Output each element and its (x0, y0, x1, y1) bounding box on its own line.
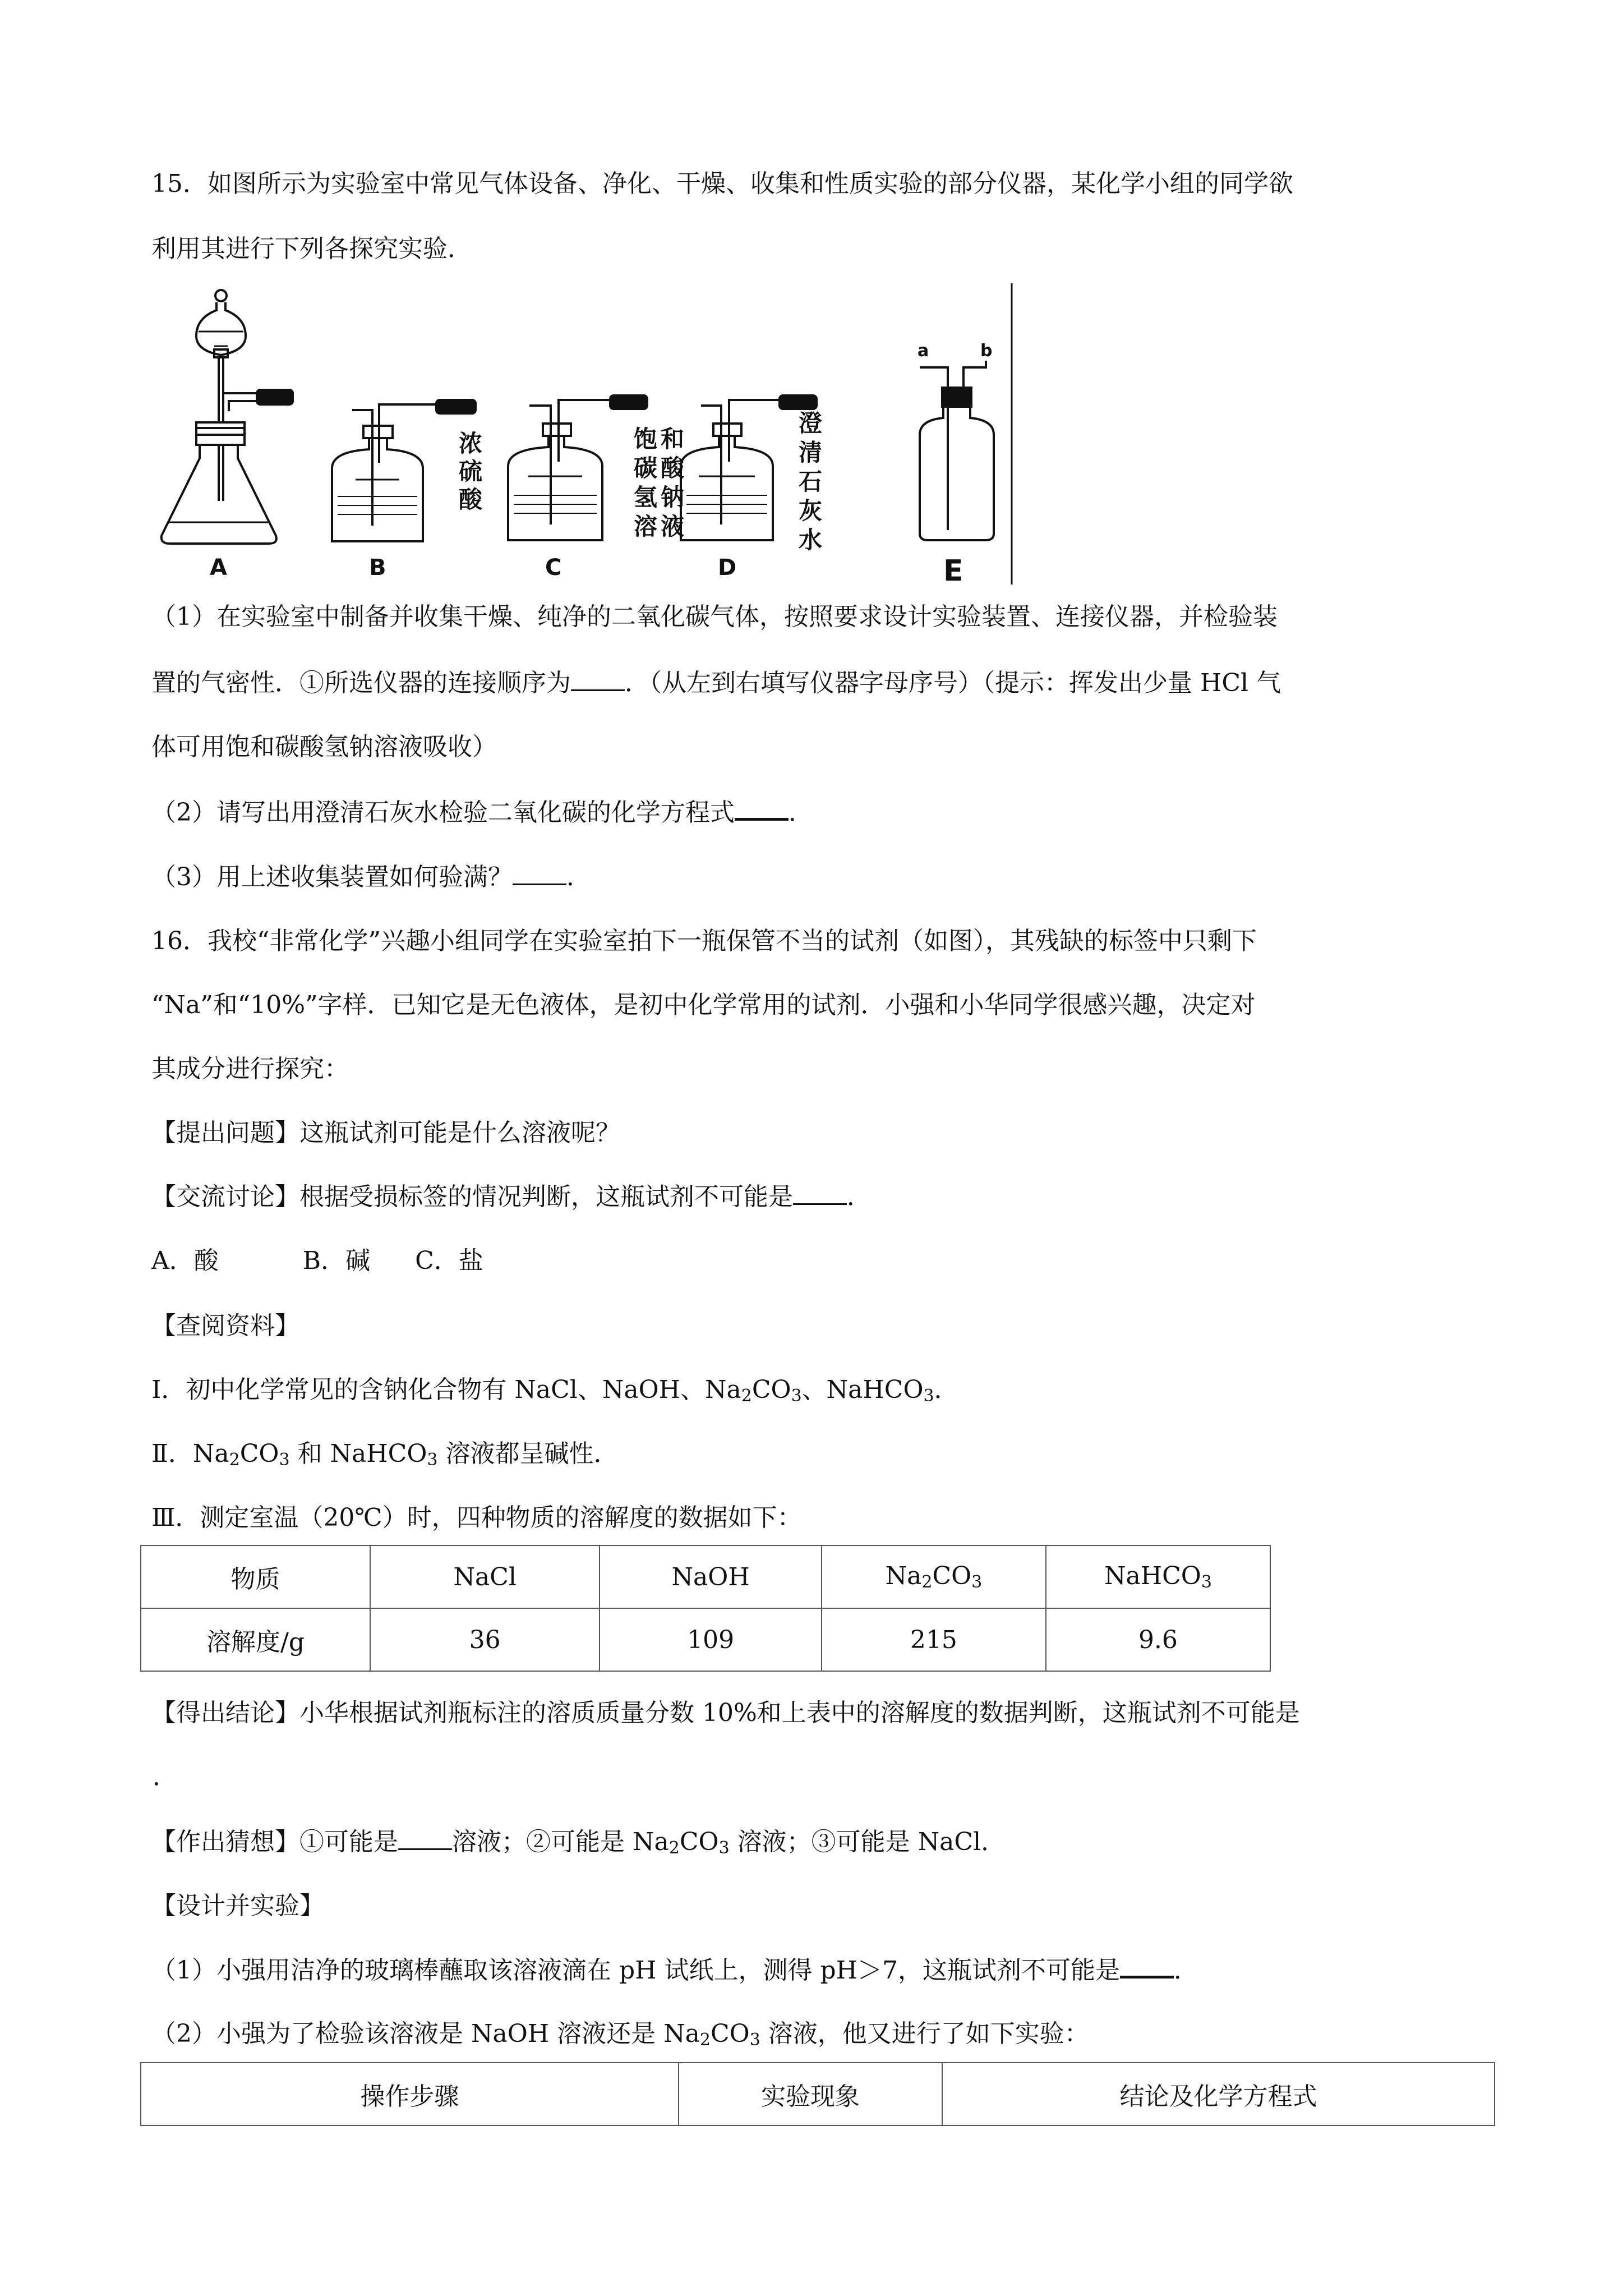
table-header (1046, 1545, 1270, 1608)
reagent-b-1: 浓 (459, 430, 483, 457)
table-cell: 36 (370, 1608, 600, 1671)
apparatus-e (920, 361, 994, 540)
reagent-b-3: 酸 (459, 486, 483, 513)
q16-conclusion: 【得出结论】小华根据试剂瓶标注的溶质质量分数 10%和上表中的溶解度的数据判断，这瓶试剂不可能是 (151, 1699, 1300, 1727)
q15-part3-text: （3）用上述收集装置如何验满？ (151, 863, 513, 891)
q16-line1: 16．我校“非常化学”兴趣小组同学在实验室拍下一瓶保管不当的试剂（如图），其残缺的标签中只剩下 (151, 927, 1257, 955)
reagent-d-3: 石 (799, 468, 823, 495)
sub: 2 (921, 1572, 933, 1592)
q16-line3: 其成分进行探究： (151, 1055, 349, 1083)
apparatus-figure (156, 283, 1014, 585)
table-cell: 215 (822, 1608, 1046, 1671)
reagent-c-7: 钠 (661, 484, 685, 511)
exp2-text: （2）小强为了检验该溶液是 NaOH 溶液还是 Na (151, 2019, 700, 2048)
q16-ask: 【提出问题】这瓶试剂可能是什么溶液呢？ (151, 1119, 620, 1147)
q15-line2: 利用其进行下列各探究实验． (151, 234, 472, 263)
sub: 3 (971, 1572, 983, 1592)
table-header (822, 1545, 1046, 1608)
table-header: NaCl (370, 1545, 600, 1608)
period: ． (789, 798, 813, 827)
reagent-c-3: 氢 (634, 484, 658, 511)
info1-text: Ⅰ．初中化学常见的含钠化合物有 NaCl、NaOH、Na (151, 1375, 741, 1404)
info2-text: 溶液都呈碱性． (437, 1439, 619, 1468)
q16-conclusion-end: ． (153, 1763, 177, 1791)
q16-guess (151, 1825, 1006, 1865)
reagent-c-8: 液 (661, 513, 685, 540)
table-header: 结论及化学方程式 (942, 2063, 1495, 2125)
guess-text: CO (679, 1828, 719, 1856)
option-c[interactable]: C．盐 (415, 1246, 483, 1275)
guess-text: 【作出猜想】①可能是 (151, 1828, 398, 1856)
reagent-d-1: 澄 (799, 409, 823, 437)
q15-part3 (151, 861, 591, 894)
q16-discuss (151, 1180, 872, 1214)
reagent-c-5: 和 (661, 425, 685, 453)
sub: 3 (791, 1386, 802, 1406)
sub: 2 (668, 1838, 680, 1858)
table-cell: 溶解度/g (141, 1608, 370, 1671)
answer-blank[interactable] (398, 1826, 452, 1850)
apparatus-a (162, 290, 293, 544)
guess-text: 溶液；②可能是 Na (452, 1828, 669, 1856)
port-a: a (917, 341, 929, 361)
answer-blank[interactable] (571, 667, 625, 691)
reagent-d-2: 清 (799, 439, 823, 466)
table-cell: 109 (600, 1608, 822, 1671)
apparatus-b (332, 400, 476, 541)
table-row (141, 1545, 1270, 1608)
period: ． (934, 1375, 959, 1404)
sub: 3 (1201, 1572, 1212, 1592)
q15-part2 (151, 795, 813, 830)
option-a[interactable]: A．酸 (151, 1246, 219, 1275)
exp2-text: CO (710, 2019, 750, 2048)
exp2-text: 溶液，他又进行了如下实验： (760, 2019, 1089, 2048)
sub: 3 (427, 1450, 438, 1470)
q15-line1: 15．如图所示为实验室中常见气体设备、净化、干燥、收集和性质实验的部分仪器，某化学小组的同学欲 (151, 169, 1293, 198)
q16-exp2 (151, 2017, 1089, 2057)
q15-part1-line3: 体可用饱和碳酸氢钠溶液吸收） (151, 733, 497, 761)
experiment-table (140, 2062, 1495, 2126)
sub: 3 (718, 1838, 730, 1858)
info2-text: Ⅱ．Na (151, 1439, 229, 1468)
table-header: 操作步骤 (141, 2063, 679, 2125)
q16-info1 (151, 1373, 959, 1413)
table-header: 实验现象 (679, 2063, 943, 2125)
label-b: B (369, 555, 386, 581)
exp1-text: （1）小强用洁净的玻璃棒蘸取该溶液滴在 pH 试纸上，测得 pH＞7，这瓶试剂不可能是 (151, 1956, 1121, 1985)
answer-blank[interactable] (513, 861, 566, 885)
answer-blank[interactable] (793, 1181, 847, 1205)
q15-part1-hint: ．（从左到右填写仪器字母序号）（提示：挥发出少量 HCl 气 (625, 669, 1281, 697)
apparatus-c (508, 395, 647, 540)
reagent-c-1: 饱 (634, 425, 658, 453)
q16-exp1 (151, 1953, 1198, 1987)
table-row (141, 2063, 1495, 2125)
table-row (141, 1608, 1270, 1671)
table-header: 物质 (141, 1545, 370, 1608)
reagent-b-2: 硫 (459, 458, 483, 485)
label-a: A (210, 555, 227, 581)
cell-text: NaHCO (1104, 1562, 1201, 1590)
sub: 2 (699, 2030, 711, 2050)
reagent-c-6: 酸 (661, 454, 685, 482)
info2-text: CO (239, 1439, 279, 1468)
reagent-d-5: 水 (799, 526, 823, 554)
info1-text: CO (751, 1375, 791, 1404)
guess-text: 溶液；③可能是 NaCl． (729, 1828, 1006, 1856)
reagent-c-4: 溶 (634, 513, 658, 540)
label-d: D (718, 555, 737, 581)
sub: 2 (229, 1450, 240, 1470)
apparatus-d (681, 395, 817, 540)
table-cell: 9.6 (1046, 1608, 1270, 1671)
sub: 2 (741, 1386, 752, 1406)
cell-text: CO (932, 1562, 972, 1590)
info2-text: 和 NaHCO (289, 1439, 427, 1468)
port-b: b (980, 341, 993, 361)
sub: 3 (749, 2030, 760, 2050)
cell-text: Na (885, 1562, 922, 1590)
label-c: C (545, 555, 562, 581)
q16-info2 (151, 1437, 619, 1477)
q16-options (151, 1244, 483, 1278)
reagent-d-4: 灰 (799, 497, 823, 524)
q16-lookup: 【查阅资料】 (151, 1312, 299, 1340)
q16-info3: Ⅲ．测定室温（20℃）时，四种物质的溶解度的数据如下： (151, 1503, 802, 1532)
answer-blank[interactable] (735, 795, 789, 821)
solubility-table (140, 1545, 1271, 1672)
q15-part2-text: （2）请写出用澄清石灰水检验二氧化碳的化学方程式 (151, 798, 735, 827)
period: ． (1174, 1956, 1199, 1985)
period: ． (847, 1182, 872, 1211)
label-e: E (943, 554, 963, 585)
q16-discuss-text: 【交流讨论】根据受损标签的情况判断，这瓶试剂不可能是 (151, 1182, 793, 1211)
option-b[interactable]: B．碱 (302, 1246, 371, 1275)
table-header: NaOH (600, 1545, 822, 1608)
reagent-c-2: 碳 (634, 454, 658, 482)
answer-blank[interactable] (1120, 1953, 1174, 1978)
q15-part1-line1: （1）在实验室中制备并收集干燥、纯净的二氧化碳气体，按照要求设计实验装置、连接仪器，并检验装 (151, 602, 1278, 631)
q15-part1-text: 置的气密性．①所选仪器的连接顺序为 (151, 669, 571, 697)
q15-part1-line2 (151, 666, 1281, 700)
q16-design: 【设计并实验】 (151, 1892, 324, 1920)
sub: 3 (923, 1386, 934, 1406)
period: ． (566, 863, 591, 891)
q16-line2: “Na”和“10%”字样．已知它是无色液体，是初中化学常用的试剂．小强和小华同学很感兴趣，决定对 (151, 991, 1256, 1019)
sub: 3 (279, 1450, 290, 1470)
info1-text: 、NaHCO (801, 1375, 924, 1404)
